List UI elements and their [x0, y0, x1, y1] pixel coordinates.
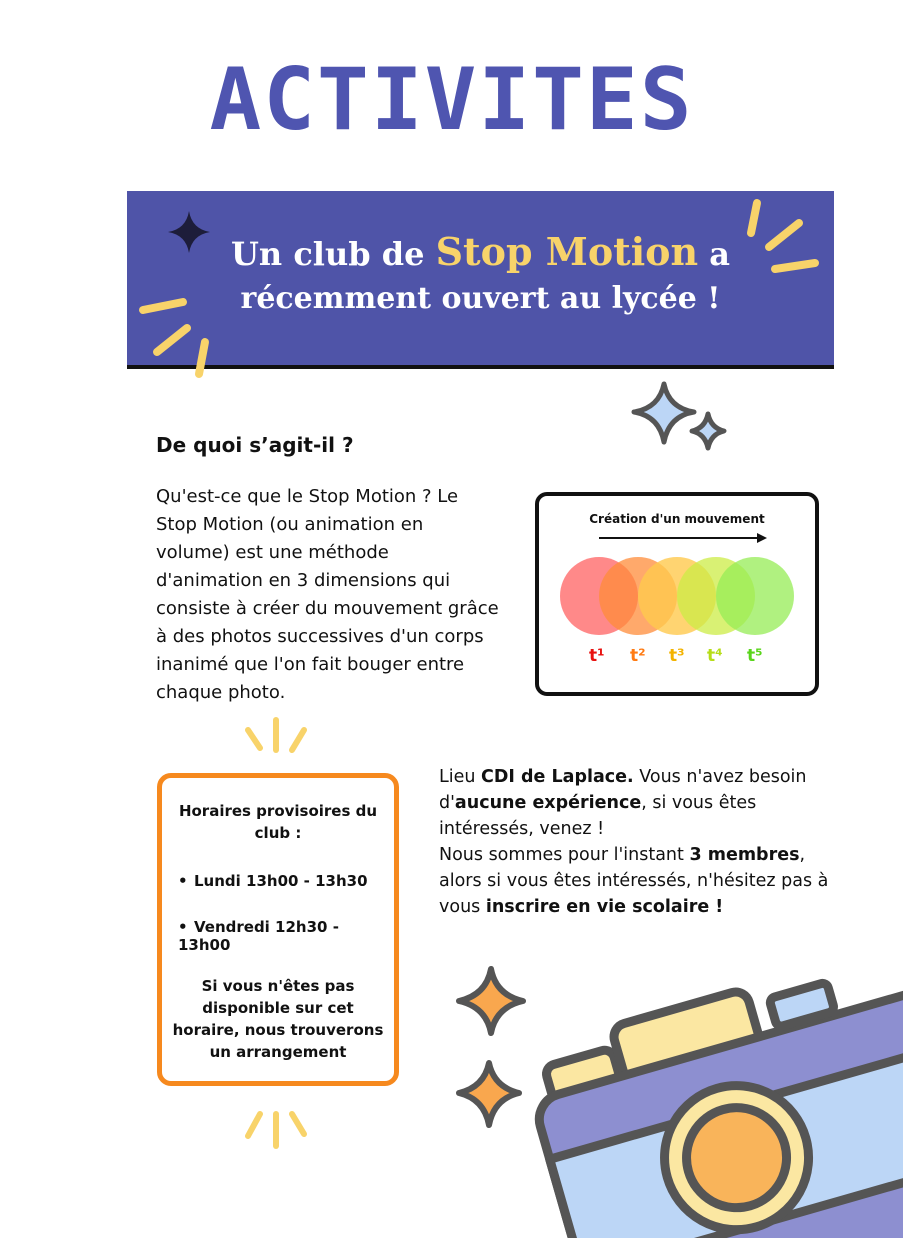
- schedule-box: [157, 773, 399, 1086]
- t-label-3: t³: [669, 646, 685, 666]
- t-label-4: t⁴: [707, 646, 723, 666]
- circle-5: [716, 557, 794, 635]
- t-label-2: t²: [630, 646, 646, 666]
- motion-diagram: [535, 492, 819, 696]
- t-label-1: t¹: [589, 646, 605, 666]
- schedule-item-text: Vendredi 12h30 - 13h00: [178, 918, 339, 954]
- camera-illustration: [520, 920, 834, 1193]
- info-location: CDI de Laplace.: [481, 767, 634, 787]
- diagram-title: Création d'un mouvement: [589, 512, 765, 526]
- info-signup: inscrire en vie scolaire !: [485, 897, 724, 917]
- info-text: Vous n'avez besoin d': [439, 767, 807, 813]
- headline-banner: [127, 191, 834, 369]
- info-text: , alors si vous êtes intéressés, n'hésitez pas à vous: [439, 845, 829, 917]
- banner-line-1: [127, 229, 834, 274]
- sparkles-icon: [630, 380, 730, 450]
- bullet-icon: •: [178, 872, 188, 890]
- bullet-icon: •: [178, 918, 188, 936]
- banner-line-2: récemment ouvert au lycée !: [240, 281, 721, 316]
- burst-lines-icon: [240, 1102, 312, 1150]
- info-paragraph: [439, 764, 831, 920]
- t-label-5: t⁵: [747, 646, 763, 666]
- schedule-item-monday: [178, 872, 388, 890]
- page-title: ACTIVITES: [209, 50, 694, 150]
- burst-lines-icon: [745, 195, 825, 285]
- schedule-note: Si vous n'êtes pas disponible sur cet horaire, nous trouverons un arrangement: [172, 977, 384, 1061]
- info-text: Nous sommes pour l'instant: [439, 845, 690, 865]
- info-text: , si vous êtes intéressés, venez !: [439, 793, 757, 839]
- section-heading: De quoi s’agit-il ?: [156, 433, 354, 457]
- banner-text-after: a: [698, 235, 730, 273]
- banner-highlight: Stop Motion: [435, 229, 699, 274]
- sparkle-icon: [168, 211, 210, 253]
- info-text: Lieu: [439, 767, 482, 787]
- schedule-item-text: Lundi 13h00 - 13h30: [194, 872, 368, 890]
- schedule-item-friday: [178, 918, 388, 954]
- overlapping-circles: [559, 554, 799, 638]
- burst-lines-icon: [135, 292, 215, 382]
- schedule-title: Horaires provisoires du club :: [178, 802, 378, 842]
- arrow-icon: [599, 532, 769, 544]
- info-members: 3 membres: [689, 845, 800, 865]
- banner-text-before: Un club de: [231, 235, 436, 273]
- burst-lines-icon: [240, 716, 312, 762]
- sparkles-icon: [455, 965, 530, 1133]
- section-paragraph: Qu'est-ce que le Stop Motion ? Le Stop Motion (ou animation en volume) est une méthode d'animation en 3 dimensions qui consiste à créer du mouvement grâce à des photos successives d'un corps inanimé que l'on fait bouger entre chaque photo.: [156, 486, 499, 703]
- info-experience: aucune expérience: [454, 793, 642, 813]
